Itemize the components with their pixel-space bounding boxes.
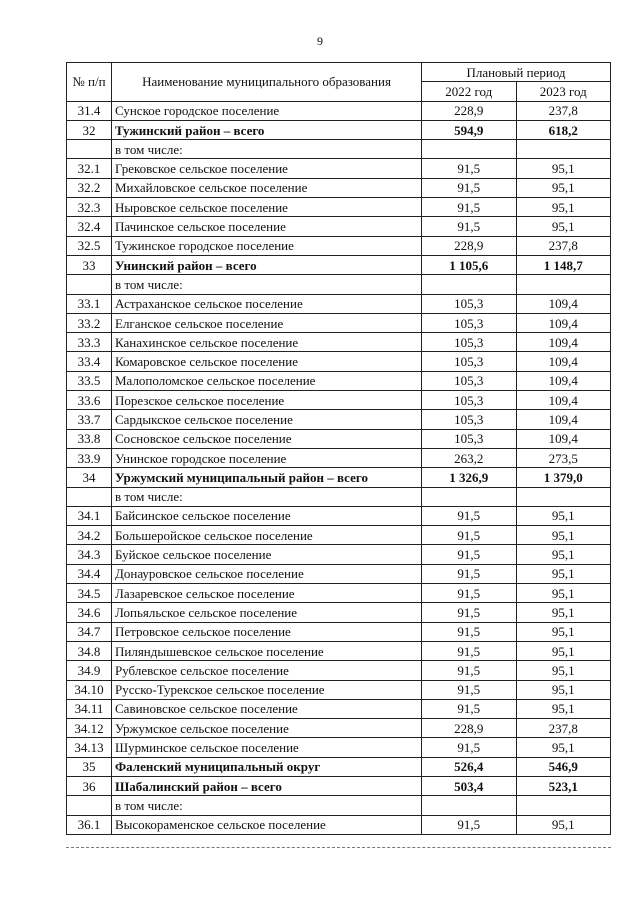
table-row	[67, 333, 611, 352]
row-value-2022: 105,3	[422, 352, 517, 371]
page-number: 9	[317, 34, 323, 48]
table-row	[67, 159, 611, 178]
row-name: Рублевское сельское поселение	[112, 661, 422, 680]
table-row	[67, 468, 611, 487]
row-value-2022: 91,5	[422, 526, 517, 545]
row-value-2023: 523,1	[516, 776, 611, 795]
table-row	[67, 371, 611, 390]
row-num: 33.2	[67, 313, 112, 332]
row-value-2023: 95,1	[516, 545, 611, 564]
row-value-2023: 95,1	[516, 198, 611, 217]
row-num: 34.1	[67, 506, 112, 525]
row-num: 34.12	[67, 719, 112, 738]
table-row	[67, 120, 611, 139]
table-header-row-1	[67, 63, 611, 82]
row-name: Унинское городское поселение	[112, 448, 422, 467]
row-name: Высокораменское сельское поселение	[112, 815, 422, 834]
row-value-2023	[516, 140, 611, 159]
row-value-2022: 91,5	[422, 217, 517, 236]
row-num: 34.6	[67, 603, 112, 622]
row-value-2023	[516, 796, 611, 815]
row-value-2023: 109,4	[516, 313, 611, 332]
row-name: Лопьяльское сельское поселение	[112, 603, 422, 622]
row-name: Пачинское сельское поселение	[112, 217, 422, 236]
row-value-2022: 1 326,9	[422, 468, 517, 487]
table-row	[67, 391, 611, 410]
row-value-2022: 105,3	[422, 371, 517, 390]
row-num: 32.2	[67, 178, 112, 197]
row-value-2022: 228,9	[422, 719, 517, 738]
row-value-2023: 109,4	[516, 294, 611, 313]
row-value-2022: 263,2	[422, 448, 517, 467]
row-value-2022: 228,9	[422, 236, 517, 255]
row-value-2022: 91,5	[422, 641, 517, 660]
row-num: 33.8	[67, 429, 112, 448]
row-name: Шурминское сельское поселение	[112, 738, 422, 757]
row-num: 34.11	[67, 699, 112, 718]
table-row	[67, 294, 611, 313]
row-value-2023: 95,1	[516, 738, 611, 757]
table-row	[67, 603, 611, 622]
row-value-2023	[516, 275, 611, 294]
row-num: 33.7	[67, 410, 112, 429]
row-name: Байсинское сельское поселение	[112, 506, 422, 525]
table-row	[67, 178, 611, 197]
row-value-2023: 237,8	[516, 101, 611, 120]
row-value-2022: 91,5	[422, 584, 517, 603]
row-value-2022: 91,5	[422, 564, 517, 583]
table-row	[67, 622, 611, 641]
row-value-2022: 91,5	[422, 661, 517, 680]
row-num: 32.4	[67, 217, 112, 236]
row-value-2023: 95,1	[516, 622, 611, 641]
row-value-2022: 91,5	[422, 198, 517, 217]
row-name: в том числе:	[112, 140, 422, 159]
row-value-2022: 91,5	[422, 545, 517, 564]
row-value-2023: 109,4	[516, 333, 611, 352]
row-name: Порезское сельское поселение	[112, 391, 422, 410]
budget-table	[66, 62, 611, 835]
row-value-2022: 91,5	[422, 699, 517, 718]
row-name: Канахинское сельское поселение	[112, 333, 422, 352]
row-value-2023: 546,9	[516, 757, 611, 776]
row-value-2023: 95,1	[516, 661, 611, 680]
row-value-2022: 105,3	[422, 313, 517, 332]
row-num	[67, 140, 112, 159]
row-value-2022: 91,5	[422, 603, 517, 622]
row-value-2023: 95,1	[516, 506, 611, 525]
row-num: 34.3	[67, 545, 112, 564]
row-value-2022	[422, 487, 517, 506]
row-name: Тужинский район – всего	[112, 120, 422, 139]
row-name: Тужинское городское поселение	[112, 236, 422, 255]
row-name: Буйское сельское поселение	[112, 545, 422, 564]
row-num: 31.4	[67, 101, 112, 120]
row-value-2023	[516, 487, 611, 506]
row-value-2023: 273,5	[516, 448, 611, 467]
table-row	[67, 545, 611, 564]
row-name: Елганское сельское поселение	[112, 313, 422, 332]
row-name: Малополомское сельское поселение	[112, 371, 422, 390]
row-value-2022: 91,5	[422, 178, 517, 197]
row-name: Пиляндышевское сельское поселение	[112, 641, 422, 660]
row-num: 34.8	[67, 641, 112, 660]
row-name: Унинский район – всего	[112, 255, 422, 274]
row-name: Савиновское сельское поселение	[112, 699, 422, 718]
row-name: Комаровское сельское поселение	[112, 352, 422, 371]
row-name: Донауровское сельское поселение	[112, 564, 422, 583]
row-num: 35	[67, 757, 112, 776]
row-value-2022: 91,5	[422, 506, 517, 525]
row-name: Уржумский муниципальный район – всего	[112, 468, 422, 487]
row-name: Астраханское сельское поселение	[112, 294, 422, 313]
row-value-2023: 95,1	[516, 178, 611, 197]
row-num: 36	[67, 776, 112, 795]
header-name: Наименование муниципального образования	[112, 63, 422, 102]
row-value-2023: 237,8	[516, 719, 611, 738]
row-value-2023: 109,4	[516, 429, 611, 448]
row-name: в том числе:	[112, 796, 422, 815]
table-row	[67, 699, 611, 718]
row-name: Сунское городское поселение	[112, 101, 422, 120]
row-name: в том числе:	[112, 275, 422, 294]
row-value-2022	[422, 140, 517, 159]
row-name: Петровское сельское поселение	[112, 622, 422, 641]
row-value-2023: 95,1	[516, 680, 611, 699]
row-value-2023: 618,2	[516, 120, 611, 139]
row-name: Лазаревское сельское поселение	[112, 584, 422, 603]
header-year-2022: 2022 год	[422, 82, 517, 101]
row-value-2023: 237,8	[516, 236, 611, 255]
row-num	[67, 796, 112, 815]
row-name: Сардыкское сельское поселение	[112, 410, 422, 429]
row-value-2023: 109,4	[516, 410, 611, 429]
row-value-2023: 95,1	[516, 584, 611, 603]
row-value-2022: 526,4	[422, 757, 517, 776]
table-row	[67, 815, 611, 834]
row-name: в том числе:	[112, 487, 422, 506]
table-row	[67, 275, 611, 294]
table-row	[67, 140, 611, 159]
row-num: 33.4	[67, 352, 112, 371]
row-num: 34.5	[67, 584, 112, 603]
table-row	[67, 796, 611, 815]
row-num: 33.3	[67, 333, 112, 352]
row-num: 34.4	[67, 564, 112, 583]
row-num: 33	[67, 255, 112, 274]
row-value-2023: 109,4	[516, 391, 611, 410]
row-num: 33.1	[67, 294, 112, 313]
row-value-2023: 95,1	[516, 526, 611, 545]
row-value-2022: 91,5	[422, 815, 517, 834]
row-value-2022: 91,5	[422, 738, 517, 757]
table-row	[67, 448, 611, 467]
row-value-2022: 105,3	[422, 294, 517, 313]
row-value-2022	[422, 796, 517, 815]
row-num: 32.5	[67, 236, 112, 255]
row-value-2022: 105,3	[422, 410, 517, 429]
row-name: Шабалинский район – всего	[112, 776, 422, 795]
table-row	[67, 352, 611, 371]
header-num: № п/п	[67, 63, 112, 102]
row-value-2023: 95,1	[516, 564, 611, 583]
table-row	[67, 429, 611, 448]
row-name: Сосновское сельское поселение	[112, 429, 422, 448]
row-value-2023: 95,1	[516, 217, 611, 236]
row-num: 32.1	[67, 159, 112, 178]
row-value-2022: 105,3	[422, 391, 517, 410]
table-row	[67, 680, 611, 699]
row-num: 36.1	[67, 815, 112, 834]
row-value-2022: 1 105,6	[422, 255, 517, 274]
table-row	[67, 776, 611, 795]
header-year-2023: 2023 год	[516, 82, 611, 101]
table-row	[67, 564, 611, 583]
table-row	[67, 757, 611, 776]
row-num: 34.7	[67, 622, 112, 641]
row-num: 32.3	[67, 198, 112, 217]
table-row	[67, 738, 611, 757]
row-name: Михайловское сельское поселение	[112, 178, 422, 197]
row-num: 33.9	[67, 448, 112, 467]
row-num: 34	[67, 468, 112, 487]
table-row	[67, 526, 611, 545]
table-row	[67, 101, 611, 120]
table-row	[67, 584, 611, 603]
table-row	[67, 487, 611, 506]
row-value-2022	[422, 275, 517, 294]
row-name: Фаленский муниципальный округ	[112, 757, 422, 776]
row-value-2023: 95,1	[516, 159, 611, 178]
row-name: Ныровское сельское поселение	[112, 198, 422, 217]
row-num: 33.5	[67, 371, 112, 390]
table-row	[67, 410, 611, 429]
table-row	[67, 217, 611, 236]
row-value-2023: 95,1	[516, 641, 611, 660]
row-num: 32	[67, 120, 112, 139]
row-num: 34.13	[67, 738, 112, 757]
row-value-2023: 95,1	[516, 815, 611, 834]
row-num: 34.2	[67, 526, 112, 545]
row-num: 34.10	[67, 680, 112, 699]
row-value-2022: 105,3	[422, 429, 517, 448]
header-period: Плановый период	[422, 63, 611, 82]
row-name: Уржумское сельское поселение	[112, 719, 422, 738]
row-value-2023: 109,4	[516, 371, 611, 390]
table-row	[67, 198, 611, 217]
row-num: 34.9	[67, 661, 112, 680]
bottom-rule	[66, 847, 611, 848]
table-row	[67, 641, 611, 660]
table-row	[67, 719, 611, 738]
row-name: Большеройское сельское поселение	[112, 526, 422, 545]
row-value-2022: 228,9	[422, 101, 517, 120]
row-value-2022: 503,4	[422, 776, 517, 795]
row-num: 33.6	[67, 391, 112, 410]
row-value-2023: 95,1	[516, 699, 611, 718]
table-row	[67, 661, 611, 680]
table-row	[67, 506, 611, 525]
row-name: Русско-Турекское сельское поселение	[112, 680, 422, 699]
row-value-2022: 91,5	[422, 159, 517, 178]
row-name: Грековское сельское поселение	[112, 159, 422, 178]
table-body	[67, 101, 611, 834]
row-value-2023: 1 379,0	[516, 468, 611, 487]
row-value-2023: 95,1	[516, 603, 611, 622]
row-value-2022: 91,5	[422, 680, 517, 699]
row-num	[67, 487, 112, 506]
table-row	[67, 236, 611, 255]
row-value-2023: 1 148,7	[516, 255, 611, 274]
table-row	[67, 313, 611, 332]
row-value-2023: 109,4	[516, 352, 611, 371]
row-num	[67, 275, 112, 294]
table-row	[67, 255, 611, 274]
row-value-2022: 105,3	[422, 333, 517, 352]
row-value-2022: 91,5	[422, 622, 517, 641]
row-value-2022: 594,9	[422, 120, 517, 139]
